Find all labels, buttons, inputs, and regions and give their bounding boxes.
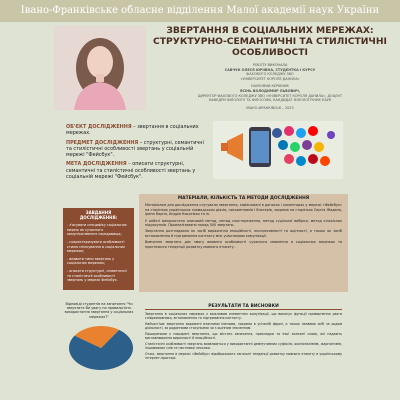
results-box: [139, 303, 348, 387]
intro-section: [66, 124, 206, 183]
subject-text: – структурні, семантичні та стилістичні особливості звертань у соціальній мережі "Фейсбук".: [66, 139, 204, 159]
pinterest-icon: [308, 154, 318, 164]
survey-pie-chart: [66, 320, 136, 376]
author-meta: [150, 63, 390, 110]
viber-icon: [302, 140, 312, 150]
supervisor-role: НАУКОВИЙ КЕРІВНИК: [251, 84, 289, 89]
materials-heading: МАТЕРІАЛИ, КІЛЬКІСТЬ ТА МЕТОДИ ДОСЛІДЖЕННЯ: [177, 196, 310, 201]
author-role: РОБОТУ ВИКОНАЛА: [252, 63, 288, 67]
task-item: - виявити типи звертань у соціальних мережах;: [67, 256, 115, 266]
telegram-icon: [296, 156, 306, 166]
linkedin-icon: [278, 140, 288, 150]
snapchat-icon: [314, 142, 324, 152]
results-paragraph: Найчастіше звертання виражені власними іменами, зокрема в усіченій формі, а також назвами осіб за родом діяльності, за родинними стосунками чи з оцінним значенням.: [145, 322, 342, 331]
results-paragraph: Отже, звертання в мережі «Фейсбук» відображають загальні тенденції розвитку мовного етикету в українському інтернет-просторі.: [145, 351, 342, 361]
object-label: ОБ'ЄКТ ДОСЛІДЖЕННЯ: [66, 124, 132, 130]
author-name: САВЧУК ОЛЕСЯ ЮРІЇВНА, СТУДЕНТКА І КУРСУ: [224, 67, 316, 72]
portrait-image: [54, 26, 146, 110]
author-university: «УНІВЕРСИТЕТ КОРОЛЯ ДАНИЛА»: [240, 76, 300, 81]
aim-paragraph: [66, 161, 206, 180]
social-media-illustration: [213, 121, 343, 179]
task-item: - схарактеризувати особливості стилю спілкування в соціальних мережах;: [67, 239, 125, 254]
author-photo: [54, 26, 146, 110]
instagram-icon: [284, 126, 294, 136]
results-paragraph: Стилістичні особливості звертань виявляються у використанні демінутивних суфіксів, оказіоналізмів, жаргонізмів, іншомовних слів та пестливої лексики.: [145, 341, 342, 351]
reddit-icon: [320, 156, 330, 166]
chart-caption: Відповіді студентів на запитання "Чи звертаєте Ви увагу на правильність використання звертання у соціальних мережах?": [64, 302, 134, 319]
tasks-box: [63, 208, 134, 290]
subject-label: ПРЕДМЕТ ДОСЛІДЖЕННЯ: [66, 139, 139, 146]
whatsapp-icon: [290, 142, 300, 152]
task-item: - описати структурні, семантичні та стилістичні особливості звертань у мережі Фейсбук.: [67, 268, 127, 283]
object-paragraph: [66, 124, 206, 137]
city-year: ІВАНО-ФРАНКІВСЬК – 2025: [246, 105, 294, 110]
subject-paragraph: [66, 140, 206, 159]
youtube-icon: [308, 126, 318, 136]
results-paragraph: Поширеними є поширені звертання, що містять означення, прикладки та інші залежні слова, які надають висловлюванню виразності й емоційності.: [145, 332, 342, 341]
poster-title: ЗВЕРТАННЯ В СОЦІАЛЬНИХ МЕРЕЖАХ: СТРУКТУРНО-СЕМАНТИЧНІ ТА СТИЛІСТИЧНІ ОСОБЛИВОСТІ: [153, 25, 387, 58]
megaphone-icon: [227, 133, 243, 161]
aim-label: МЕТА ДОСЛІДЖЕННЯ: [66, 161, 127, 168]
task-item: - з'ясувати специфіку соціальних мереж як сучасного комунікативного середовища;: [67, 223, 127, 237]
supervisor-name: ЯСІНЬ ВОЛОДИМИР ЛЬВОВИЧ,: [239, 88, 301, 93]
social-icons-svg: [213, 121, 343, 179]
results-paragraph: Звертання в соціальних мережах є важливим елементом комунікації, що виконує функції привернення уваги співрозмовника, встановлення та підтримання контакту.: [145, 312, 342, 321]
aim-text: – описати структурні, семантичні та стилістичні особливості звертань у соціальній мережі "Фейсбук".: [66, 161, 196, 181]
tasks-heading: ЗАВДАННЯ ДОСЛІДЖЕННЯ:: [79, 210, 118, 220]
materials-paragraph: Матеріалом для дослідження слугували звертання, зафіксовані в дописах і коментарях у мережі «Фейсбук» на сторінках українських громадських діячів, письменників і блогерів, зокрема на сторінках Сергія Жадана, Ірени Карпи, Андрія Кокотюхи та ін.: [145, 203, 342, 217]
org-header: Івано-Франківське обласне відділення Малої академії наук України: [0, 0, 400, 22]
heart-icon: [284, 154, 294, 164]
object-text: – звертання в соціальних мережах.: [66, 124, 199, 137]
facebook-icon: [272, 128, 282, 138]
materials-paragraph: Вивчення звертань дає змогу виявити особливості сучасного мовлення в соціальних мережах та простежити тенденції розвитку мовного етикету.: [145, 240, 342, 249]
chat-icon: [327, 131, 335, 139]
materials-paragraph: Звертання розглядаємо як засіб вираження емоційності, експресивності та оцінності, а також як засіб встановлення й підтримання контакту між учасниками комунікації.: [145, 229, 342, 238]
twitter-icon: [296, 128, 306, 138]
results-heading: РЕЗУЛЬТАТИ ТА ВИСНОВКИ: [145, 305, 342, 310]
materials-paragraph: У роботі використано описовий метод, метод спостереження, метод суцільної вибірки, метод кількісних підрахунків. Проаналізовано понад 500 звертань.: [145, 218, 342, 228]
supervisor-position: ДИРЕКТОР ФАХОВОГО КОЛЕДЖУ ЗВО «УНІВЕРСИТЕТ КОРОЛЯ ДАНИЛА», ДОЦЕНТ: [197, 93, 343, 98]
materials-box: [139, 194, 348, 292]
author-school: ФАХОВОГО КОЛЕДЖУ ЗВО: [246, 72, 294, 77]
supervisor-department: КАФЕДРИ ФІЛОЛОГІЇ ТА ФІЛОСОФІЇ, КАНДИДАТ ФІЛОЛОГІЧНИХ НАУК: [208, 98, 332, 103]
